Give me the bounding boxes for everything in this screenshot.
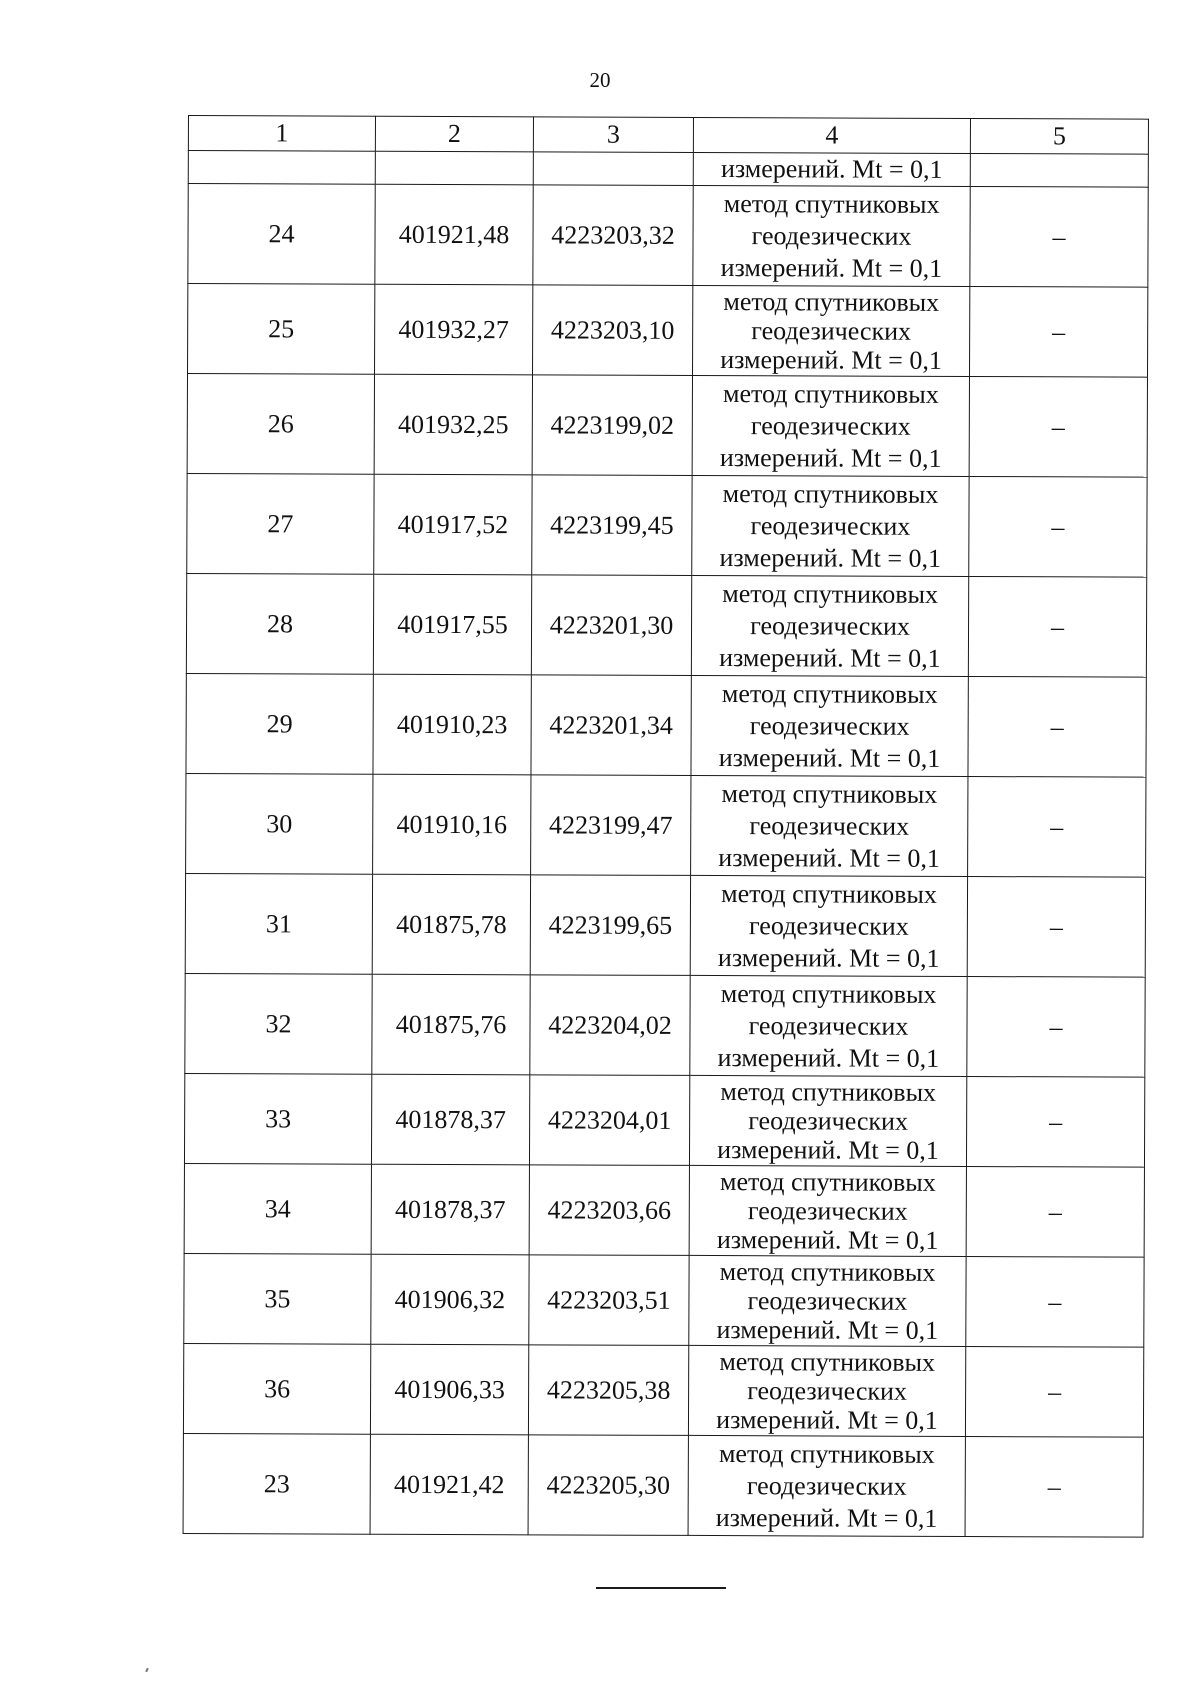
table-row	[186, 773, 1146, 877]
table-row	[184, 1073, 1144, 1167]
point-number-cell: 23	[183, 1433, 370, 1534]
method-line-3: измерений. Mt = 0,1	[715, 1502, 938, 1533]
method-line-2: геодезических	[748, 1010, 909, 1041]
scan-speck	[145, 1668, 149, 1672]
description-cell: –	[966, 1166, 1144, 1257]
description-cell: –	[970, 187, 1148, 288]
table-row	[183, 1343, 1143, 1437]
y-coordinate-cell: 4223203,10	[533, 285, 693, 376]
method-line-3: измерений. Mt = 0,1	[718, 742, 941, 773]
point-number-cell: 33	[184, 1073, 371, 1164]
method-line-3: измерений. Mt = 0,1	[719, 442, 942, 473]
method-line-1: метод спутниковых	[721, 678, 938, 709]
method-line-3: измерений. Mt = 0,1	[717, 1135, 939, 1165]
description-cell: –	[968, 776, 1146, 877]
method-cell	[693, 285, 970, 376]
description-cell: –	[967, 876, 1145, 977]
table-row	[185, 973, 1145, 1077]
coordinates-table-wrapper	[183, 115, 1148, 1538]
method-cell	[688, 1435, 965, 1536]
method-line-2: геодезических	[748, 910, 909, 941]
x-coordinate-cell: 401932,27	[375, 284, 533, 375]
point-number-cell: 28	[186, 573, 373, 674]
method-line-3: измерений. Mt = 0,1	[719, 542, 942, 573]
method-line-2: геодезических	[749, 710, 910, 741]
point-number-cell: 26	[187, 374, 374, 475]
table-row	[188, 184, 1148, 288]
y-coordinate-cell: 4223203,66	[529, 1165, 689, 1256]
continuation-row	[188, 151, 1148, 188]
description-cell: –	[966, 1256, 1144, 1347]
method-line-2: геодезических	[750, 610, 910, 641]
method-line-1: метод спутниковых	[719, 1347, 936, 1377]
method-line-2: геодезических	[747, 1376, 908, 1406]
table-row	[188, 284, 1148, 378]
column-header-5: 5	[970, 119, 1148, 155]
method-line-2: геодезических	[747, 1286, 908, 1316]
method-cell	[690, 875, 967, 976]
method-line-1: метод спутниковых	[720, 978, 937, 1009]
method-line-3: измерений. Mt = 0,1	[719, 642, 941, 673]
y-coordinate-cell: 4223203,32	[533, 185, 693, 286]
column-header-1: 1	[188, 116, 375, 152]
method-cell	[689, 1165, 966, 1256]
method-cell	[691, 675, 968, 776]
table-row	[184, 1253, 1144, 1347]
x-coordinate-cell: 401921,48	[375, 184, 533, 285]
empty-cell	[970, 154, 1148, 188]
description-cell: –	[968, 677, 1146, 778]
description-cell: –	[968, 577, 1146, 678]
column-header-2: 2	[375, 116, 533, 152]
method-line-3: измерений. Mt = 0,1	[716, 1225, 939, 1255]
method-cell	[692, 475, 969, 576]
table-row	[187, 473, 1147, 577]
empty-cell	[533, 152, 693, 186]
x-coordinate-cell: 401932,25	[374, 374, 532, 475]
point-number-cell: 31	[185, 873, 372, 974]
method-line-1: метод спутниковых	[723, 287, 940, 317]
point-number-cell: 32	[185, 973, 372, 1074]
method-line-1: метод спутниковых	[723, 378, 939, 409]
method-line-1: метод спутниковых	[723, 188, 940, 219]
x-coordinate-cell: 401910,16	[373, 774, 531, 875]
method-cell	[689, 1255, 966, 1346]
method-cell	[691, 775, 968, 876]
table-header-row	[188, 116, 1148, 155]
table-row	[187, 374, 1147, 478]
method-cell: измерений. Mt = 0,1	[693, 152, 970, 186]
y-coordinate-cell: 4223199,02	[532, 375, 692, 476]
method-cell	[691, 575, 968, 676]
x-coordinate-cell: 401875,78	[372, 874, 530, 975]
method-line-2: геодезических	[751, 220, 912, 251]
table-row	[185, 873, 1145, 977]
y-coordinate-cell: 4223199,45	[532, 475, 692, 576]
point-number-cell: 29	[186, 673, 373, 774]
empty-cell	[375, 151, 533, 185]
method-line-3: измерений. Mt = 0,1	[720, 252, 943, 283]
x-coordinate-cell: 401906,32	[371, 1254, 529, 1345]
y-coordinate-cell: 4223205,30	[528, 1435, 688, 1536]
y-coordinate-cell: 4223201,30	[531, 575, 691, 676]
method-line-2: геодезических	[750, 410, 911, 441]
empty-cell	[188, 151, 375, 185]
method-line-2: геодезических	[751, 316, 912, 346]
table-row	[184, 1163, 1144, 1257]
method-cell	[692, 375, 969, 476]
x-coordinate-cell: 401921,42	[370, 1434, 528, 1535]
coordinates-table	[183, 115, 1149, 1538]
point-number-cell: 30	[186, 773, 373, 874]
method-line-2: геодезических	[747, 1196, 908, 1226]
point-number-cell: 35	[184, 1253, 371, 1344]
y-coordinate-cell: 4223204,01	[529, 1075, 689, 1166]
description-cell: –	[970, 287, 1148, 378]
point-number-cell: 24	[188, 184, 375, 285]
table-row	[186, 573, 1146, 677]
description-cell: –	[965, 1346, 1143, 1437]
method-line-1: метод спутниковых	[722, 578, 939, 609]
description-cell: –	[969, 477, 1147, 578]
method-line-1: метод спутниковых	[719, 1167, 936, 1197]
method-line-2: геодезических	[749, 810, 910, 841]
description-cell: –	[969, 377, 1147, 478]
column-header-3: 3	[533, 117, 693, 153]
y-coordinate-cell: 4223205,38	[528, 1345, 688, 1436]
method-line-3: измерений. Mt = 0,1	[717, 1042, 940, 1073]
method-line-1: метод спутниковых	[720, 1077, 937, 1107]
page-number: 20	[589, 68, 611, 92]
method-cell	[690, 975, 967, 1076]
method-line-1: метод спутниковых	[719, 1257, 936, 1287]
y-coordinate-cell: 4223199,47	[531, 775, 691, 876]
y-coordinate-cell: 4223201,34	[531, 675, 691, 776]
point-number-cell: 34	[184, 1163, 371, 1254]
method-line-2: геодезических	[750, 510, 911, 541]
method-line-1: метод спутниковых	[718, 1438, 935, 1469]
x-coordinate-cell: 401917,55	[373, 574, 531, 675]
x-coordinate-cell: 401875,76	[372, 974, 530, 1075]
method-line-2: геодезических	[746, 1470, 907, 1501]
footer-rule	[596, 1587, 726, 1589]
table-row	[183, 1433, 1143, 1537]
x-coordinate-cell: 401910,23	[373, 674, 531, 775]
method-cell	[693, 185, 970, 286]
method-line-3: измерений. Mt = 0,1	[717, 942, 940, 973]
y-coordinate-cell: 4223203,51	[529, 1255, 689, 1346]
column-header-4: 4	[693, 117, 970, 153]
table-row	[186, 673, 1146, 777]
point-number-cell: 25	[188, 284, 375, 375]
x-coordinate-cell: 401878,37	[371, 1164, 529, 1255]
method-line-3: измерений. Mt = 0,1	[718, 842, 941, 873]
table-body	[183, 151, 1148, 1538]
method-line-1: метод спутниковых	[722, 478, 939, 509]
method-line-3: измерений. Mt = 0,1	[720, 345, 942, 375]
description-cell: –	[966, 1076, 1144, 1167]
method-line-2: геодезических	[748, 1106, 909, 1136]
x-coordinate-cell: 401878,37	[371, 1074, 529, 1165]
method-cell	[689, 1075, 966, 1166]
point-number-cell: 36	[183, 1343, 370, 1434]
description-cell: –	[967, 976, 1145, 1077]
method-cell	[688, 1345, 965, 1436]
y-coordinate-cell: 4223204,02	[530, 975, 690, 1076]
x-coordinate-cell: 401906,33	[370, 1344, 528, 1435]
method-line-3: измерений. Mt = 0,1	[716, 1405, 938, 1435]
method-line-1: метод спутниковых	[721, 778, 938, 809]
point-number-cell: 27	[187, 473, 374, 574]
description-cell: –	[965, 1436, 1143, 1537]
method-line-1: метод спутниковых	[721, 878, 937, 909]
y-coordinate-cell: 4223199,65	[530, 875, 690, 976]
x-coordinate-cell: 401917,52	[374, 474, 532, 575]
method-line-3: измерений. Mt = 0,1	[716, 1315, 939, 1345]
